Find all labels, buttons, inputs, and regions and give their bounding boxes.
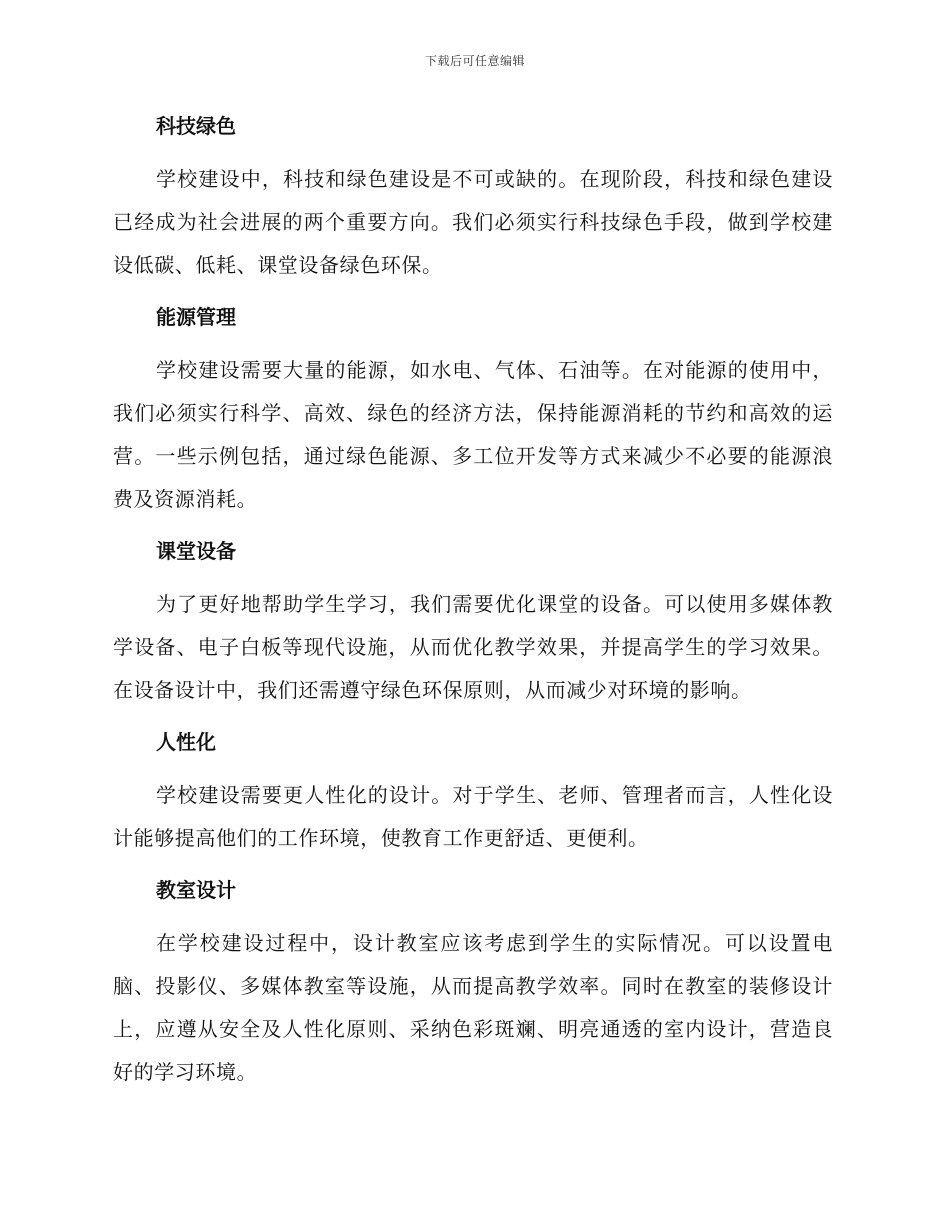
header-note: 下载后可任意编辑 xyxy=(424,54,525,68)
section-title: 教室设计 xyxy=(156,878,236,902)
section-paragraph: 学校建设需要大量的能源，如水电、气体、石油等。在对能源的使用中，我们必须实行科学、高效、绿色的经济方法，保持能源消耗的节约和高效的运营。一些示例包括，通过绿色能源、多工位开发等方式来减少不必要的能源浪费及资源消耗。 xyxy=(113,358,833,511)
section-paragraph: 为了更好地帮助学生学习，我们需要优化课堂的设备。可以使用多媒体教学设备、电子白板等现代设施，从而优化教学效果，并提高学生的学习效果。在设备设计中，我们还需遵守绿色环保原则，从而减少对环境的影响。 xyxy=(113,592,833,702)
section-title: 人性化 xyxy=(156,730,216,754)
section-paragraph: 学校建设中，科技和绿色建设是不可或缺的。在现阶段，科技和绿色建设已经成为社会进展的两个重要方向。我们必须实行科技绿色手段，做到学校建设低碳、低耗、课堂设备绿色环保。 xyxy=(113,167,833,277)
section-title: 科技绿色 xyxy=(156,114,236,138)
section-tech-green xyxy=(113,106,833,287)
section-title: 能源管理 xyxy=(156,305,236,329)
section-classroom-equipment xyxy=(113,531,833,712)
section-energy-management xyxy=(113,297,833,521)
section-humanization xyxy=(113,722,833,860)
section-paragraph: 在学校建设过程中，设计教室应该考虑到学生的实际情况。可以设置电脑、投影仪、多媒体教室等设施，从而提高教学效率。同时在教室的装修设计上，应遵从安全及人性化原则、采纳色彩斑斓、明亮通透的室内设计，营造良好的学习环境。 xyxy=(113,931,833,1084)
section-paragraph: 学校建设需要更人性化的设计。对于学生、老师、管理者而言，人性化设计能够提高他们的工作环境，使教育工作更舒适、更便利。 xyxy=(113,783,833,850)
section-classroom-design xyxy=(113,870,833,1094)
section-title: 课堂设备 xyxy=(156,539,236,563)
document-content xyxy=(113,106,833,1104)
